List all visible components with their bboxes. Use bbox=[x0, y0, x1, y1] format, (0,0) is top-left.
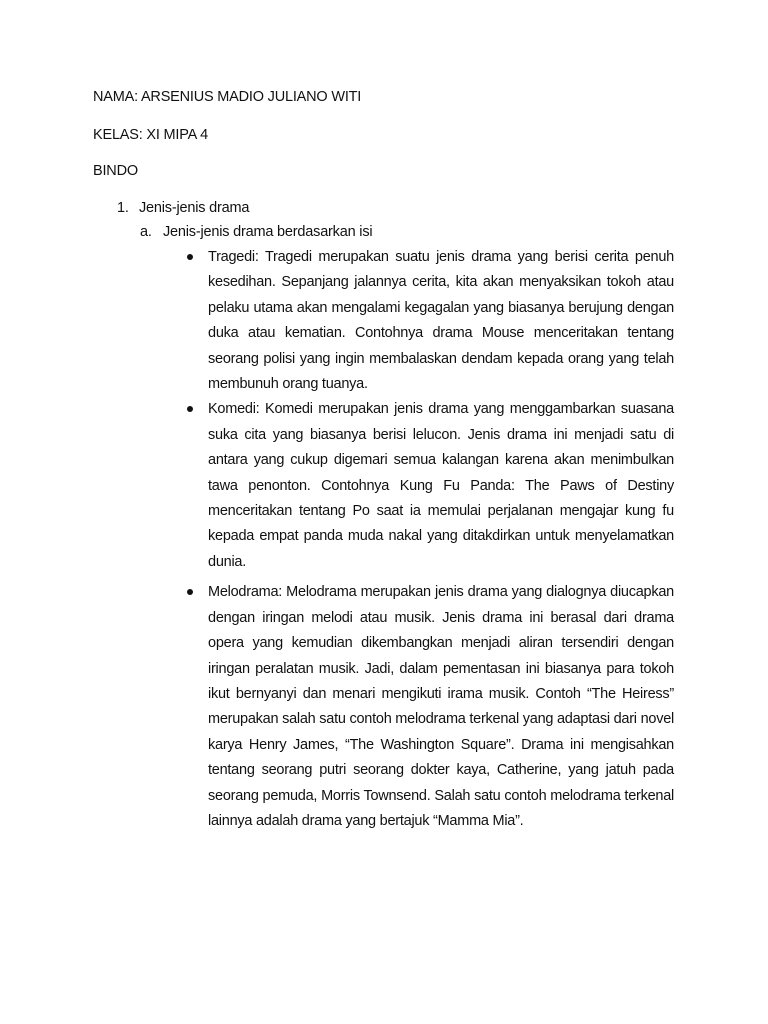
bullet-icon bbox=[187, 589, 193, 595]
numbered-item-1 bbox=[117, 199, 249, 217]
list-item-text: Komedi: Komedi merupakan jenis drama yang menggambarkan suasana suka cita yang biasanya berisi lelucon. Jenis drama ini menjadi satu di antara yang cukup digemari semua kalangan karena akan menimbulkan tawa penonton. Contohnya Kung Fu Panda: The Paws of Destiny menceritakan tentang Po saat ia memulai perjalanan mengajar kung fu kepada empat panda muda nakal yang ditakdirkan untuk menyelamatkan dunia. bbox=[208, 401, 674, 570]
list-item-melodrama bbox=[182, 580, 674, 834]
bullet-icon bbox=[187, 406, 193, 412]
list-item-komedi bbox=[182, 397, 674, 575]
student-name: NAMA: ARSENIUS MADIO JULIANO WITI bbox=[93, 89, 362, 105]
bullet-list bbox=[182, 245, 674, 834]
list-item-text: Tragedi: Tragedi merupakan suatu jenis drama yang berisi cerita penuh kesedihan. Sepanjang jalannya cerita, kita akan menyaksikan tokoh atau pelaku utama akan mengalami kegagalan yang biasanya berujung dengan duka atau kematian. Contohnya drama Mouse menceritakan tentang seorang polisi yang ingin membalaskan dendam kepada orang yang telah membunuh orang tuanya. bbox=[208, 249, 674, 393]
list-item-tragedi bbox=[182, 245, 674, 397]
student-class: KELAS: XI MIPA 4 bbox=[93, 127, 209, 143]
subject-title: BINDO bbox=[93, 163, 138, 179]
bullet-icon bbox=[187, 254, 193, 260]
lettered-item-a bbox=[140, 223, 372, 241]
list-item-text: Melodrama: Melodrama merupakan jenis drama yang dialognya diucapkan dengan iringan melodi atau musik. Jenis drama ini berasal dari drama opera yang kemudian dikembangkan menjadi aliran tersendiri dengan iringan peralatan musik. Jadi, dalam pementasan ini biasanya para tokoh ikut bernyanyi dan menari mengikuti irama musik. Contoh “The Heiress” merupakan salah satu contoh melodrama terkenal yang adaptasi dari novel karya Henry James, “The Washington Square”. Drama ini mengisahkan tentang seorang putri seorang dokter kaya, Catherine, yang jatuh pada seorang pemuda, Morris Townsend. Salah satu contoh melodrama terkenal lainnya adalah drama yang bertajuk “Mamma Mia”. bbox=[208, 584, 674, 829]
list-letter: a. bbox=[140, 224, 152, 240]
numbered-item-title: Jenis-jenis drama bbox=[139, 200, 250, 216]
lettered-item-title: Jenis-jenis drama berdasarkan isi bbox=[163, 224, 373, 240]
list-number: 1. bbox=[117, 200, 129, 216]
